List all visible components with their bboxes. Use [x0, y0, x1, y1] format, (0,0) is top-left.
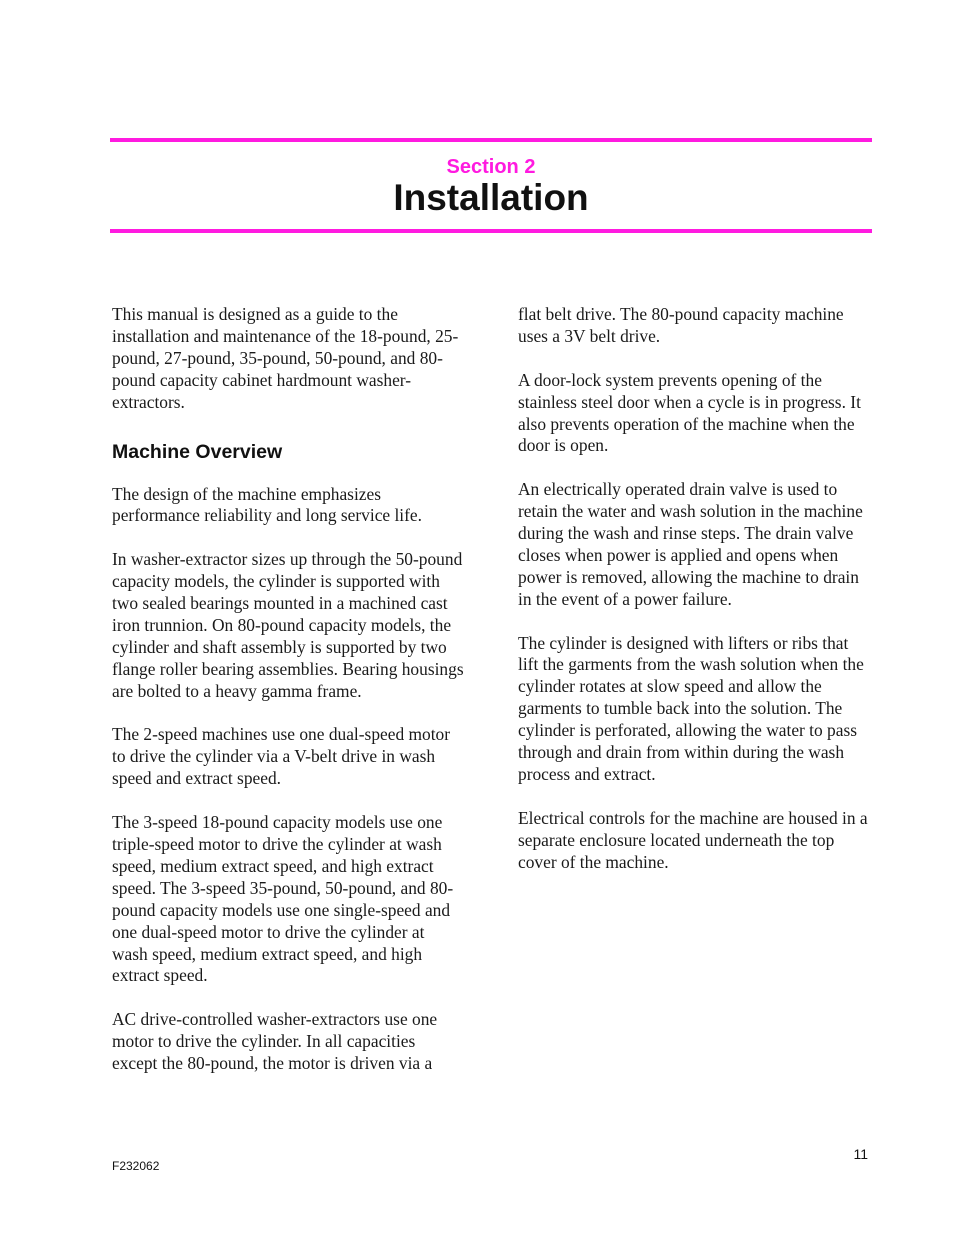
- body-paragraph: flat belt drive. The 80-pound capacity machine uses a 3V belt drive.: [518, 304, 844, 346]
- document-code: F232062: [112, 1159, 160, 1173]
- overview-paragraph: The design of the machine emphasizes performance reliability and long service life.: [112, 483, 422, 526]
- header-top-rule: [110, 138, 872, 142]
- overview-paragraph: The 3-speed 18-pound capacity models use one triple-speed motor to drive the cylinder at wash speed, medium extract speed, and high extract speed. The 3-speed 35-pound, 50-pound, and 80-pound capacity models use one single-speed and one dual-speed motor to drive the cylinder at wash speed, medium extract speed, and high extract speed.: [112, 812, 454, 986]
- overview-paragraph: In washer-extractor sizes up through the 50-pound capacity models, the cylinder is supported with two sealed bearings mounted in a machined cast iron trunnion. On 80-pound capacity models, the cylinder and shaft assembly is supported by two flange roller bearing assemblies. Bearing housings are bolted to a heavy gamma frame.: [112, 549, 464, 701]
- section-label: Section 2: [446, 156, 536, 178]
- page-title: Installation: [393, 177, 589, 218]
- body-paragraph: An electrically operated drain valve is used to retain the water and wash solution in the machine during the wash and rinse steps. The drain valve closes when power is applied and opens when power is removed, allowing the machine to drain in the event of a power failure.: [518, 479, 863, 609]
- right-column: [518, 304, 870, 895]
- left-column: [112, 304, 464, 1097]
- overview-paragraph: AC drive-controlled washer-extractors use one motor to drive the cylinder. In all capacities except the 80-pound, the motor is driven via a: [112, 1009, 438, 1074]
- header-bottom-rule: [110, 229, 872, 233]
- body-paragraph: The cylinder is designed with lifters or ribs that lift the garments from the wash solution when the cylinder rotates at slow speed and allow the garments to tumble back into the solution. The cylinder is perforated, allowing the water to pass through and drain from within during the wash process and extract.: [518, 632, 864, 784]
- machine-overview-heading: Machine Overview: [112, 440, 283, 463]
- body-paragraph: A door-lock system prevents opening of the stainless steel door when a cycle is in progress. It also prevents operation of the machine when the door is open.: [518, 369, 861, 456]
- body-paragraph: Electrical controls for the machine are housed in a separate enclosure located underneath the top cover of the machine.: [518, 807, 868, 872]
- intro-paragraph: This manual is designed as a guide to the installation and maintenance of the 18-pound, 25-pound, 27-pound, 35-pound, 50-pound, and 80-pound capacity cabinet hardmount washer-extractors.: [112, 304, 459, 412]
- page-number: 11: [853, 1146, 868, 1162]
- overview-paragraph: The 2-speed machines use one dual-speed motor to drive the cylinder via a V-belt drive in wash speed and extract speed.: [112, 724, 451, 789]
